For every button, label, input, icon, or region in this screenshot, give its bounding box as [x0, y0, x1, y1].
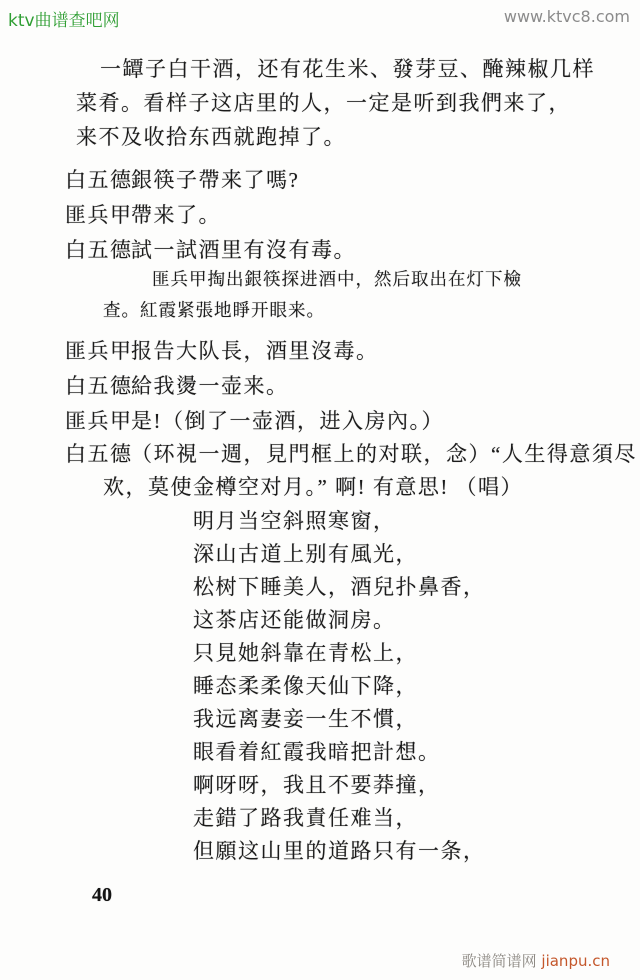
verse-line: 走錯了路我責任难当，: [193, 806, 418, 830]
dialogue-row: [65, 233, 640, 268]
speech-block: [0, 438, 640, 504]
dialogue-text: 帶来了。: [131, 203, 221, 227]
speaker-label: 匪兵甲: [65, 203, 133, 227]
dialogue-text: 銀筷子帶来了嗎?: [131, 168, 300, 192]
dialogue-text: 試一試酒里有沒有毒。: [131, 238, 356, 262]
dialogue-text: 給我燙一壶来。: [131, 374, 289, 398]
continuation-paragraph: [0, 52, 640, 154]
speaker-label: 白五德: [65, 168, 133, 192]
watermark-bottom-right: [462, 950, 610, 971]
stage-direction: [0, 264, 640, 326]
continuation-line: 菜肴。看样子这店里的人，一定是听到我們来了，: [76, 91, 571, 115]
speaker-label: 匪兵甲: [65, 409, 133, 433]
page-number: 40: [92, 884, 112, 906]
verse-line: 但願这山里的道路只有一条，: [193, 839, 486, 863]
dialogue-block-2: [65, 334, 640, 439]
dialogue-block-1: [65, 163, 640, 268]
footer-site-name: 歌谱简谱网: [461, 952, 542, 970]
verse-line: 我远离妻妾一生不慣，: [193, 707, 418, 731]
song-verse: [193, 505, 486, 868]
speaker-label: 白五德: [65, 374, 133, 398]
watermark-top-left: ktv曲谱查吧网: [8, 11, 120, 31]
watermark-top-right: www.ktvc8.com: [503, 7, 630, 26]
dialogue-text: 报告大队長，酒里沒毒。: [131, 339, 379, 363]
speaker-label: 白五德: [65, 442, 133, 466]
verse-line: 明月当空斜照寒窗，: [193, 509, 396, 533]
footer-site-domain: jianpu.cn: [541, 952, 610, 970]
dialogue-text: 是!（倒了一壶酒，进入房內。）: [131, 409, 444, 433]
dialogue-row: [0, 438, 640, 471]
dialogue-row: [65, 404, 640, 439]
continuation-line: 一罈子白干酒，还有花生米、發芽豆、醃辣椒几样: [100, 57, 595, 81]
speaker-label: 匪兵甲: [65, 339, 133, 363]
verse-line: 睡态柔柔像天仙下降，: [193, 674, 418, 698]
verse-line: 这茶店还能做洞房。: [193, 608, 396, 632]
dialogue-row: [65, 334, 640, 369]
verse-line: 啊呀呀，我且不要莽撞，: [193, 773, 441, 797]
stage-direction-line: 查。紅霞紧張地睜开眼来。: [103, 300, 325, 320]
verse-line: 深山古道上别有風光，: [193, 542, 418, 566]
verse-line: 松树下睡美人，酒兒扑鼻香，: [193, 575, 486, 599]
continuation-line: 来不及收拾东西就跑掉了。: [76, 125, 346, 149]
dialogue-row: [65, 163, 640, 198]
dialogue-text-wrap: 欢，莫使金樽空对月。” 啊! 有意思! （唱）: [103, 475, 524, 499]
dialogue-row: [65, 198, 640, 233]
verse-line: 只見她斜靠在青松上，: [193, 641, 418, 665]
dialogue-row: [65, 369, 640, 404]
stage-direction-line: 匪兵甲掏出銀筷探进酒中，然后取出在灯下檢: [152, 269, 522, 289]
verse-line: 眼看着紅霞我暗把計想。: [193, 740, 441, 764]
dialogue-text: （环視一週，見門框上的对联，念）“人生得意須尽: [131, 442, 637, 466]
speaker-label: 白五德: [65, 238, 133, 262]
